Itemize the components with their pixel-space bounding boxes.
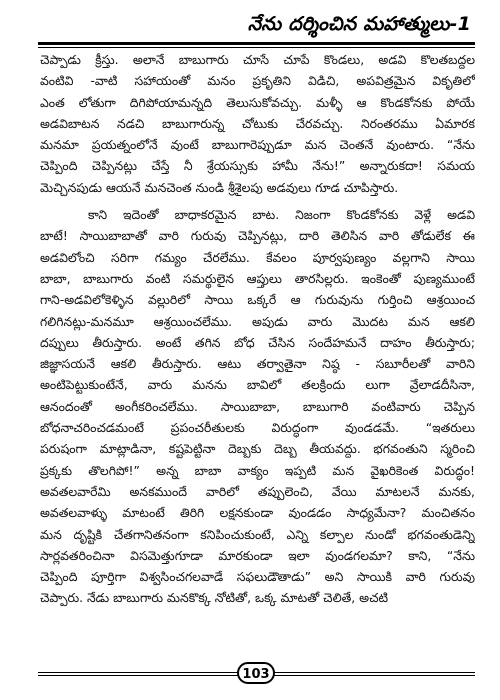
running-header xyxy=(38,10,475,40)
page-number: 103 xyxy=(237,662,275,684)
text-line: అవతలవారేమి అనకముందే వారిలో తప్పులెంచి, వేయి మాటలనే మనకు, xyxy=(40,483,475,499)
text-line: సార్లవతరించినా విసమెత్తుగూడా మారకుండా ఇలా వుండగలమా? కాని, “నేను xyxy=(40,547,475,563)
text-line: ప్రక్కకు తొలగిపో!” అన్న బాబా వాక్యం ఇప్పటి మన వైఖరికెంత విరుద్ధం! xyxy=(40,462,475,478)
text-line: మన దృష్టికి చేతగానితనంగా కనిపించుకుంటే, ఎన్ని కల్పాల నుండో భగవంతుడెన్ని xyxy=(40,526,475,542)
header-title: నేను దర్శించిన మహాత్ములు-1 xyxy=(247,13,471,35)
body-text xyxy=(40,49,475,609)
paragraph xyxy=(40,49,475,198)
text-line: చెప్పారు. నేడు బాబుగారు మనకొక్క నోటితో, ఒక్క మాటతో చెలితే, అచటి xyxy=(40,590,389,606)
text-line: అడవిబాటన నడచి బాబుగారున్న చోటుకు చేరవచ్చు. నిరంతరము ఏమారక xyxy=(40,115,475,131)
text-line: బాటే! సాయిబాబాతో వారి గురువు చెప్పినట్లు, దారి తెలిసిన వారి తోడులేక ఈ xyxy=(40,228,475,244)
header-rule-thin xyxy=(38,47,475,48)
text-line: మెచ్చినపుడు ఆయనే మనచెంత నుండి శ్రీశైలపు అడవులు గూడ చూపిస్తారు. xyxy=(40,179,399,195)
text-line: ఎంత లోతుగా దిగిపోయామన్నది తెలుసుకోవచ్చు. మళ్ళీ ఆ కొండకోనకు పోయే xyxy=(40,94,475,110)
text-line: చెప్పాడు క్రీస్తు. అలానే బాబుగారు చూసే చూపే కొండలు, అడవి కొలతబద్దల xyxy=(40,52,475,67)
text-line: అడవిలోంచి సరిగా గమ్యం చేరలేము. కేవలం పూర్వపుణ్యం వల్లగాని సాయి xyxy=(40,249,475,265)
text-line: మనమా ప్రయత్నంలోనే వుంటే బాబుగారెప్పుడూ మన చెంతనే వుంటారు. “నేను xyxy=(40,137,475,153)
text-line: బోధనాచరించడమంటే ప్రపంచరీతులకు విరుద్ధంగా వుండడమే. “ఇతరులు xyxy=(40,420,475,436)
text-line: గలిగినట్లు-మనమూ ఆశ్రయించలేము. అపుడు వారు మొదట మన ఆకలి xyxy=(40,313,475,329)
text-line: అంటిపెట్టుకుంటేనే, వారు మనను బావిలో తలక్రిందు లుగా వ్రేలాడదీసినా, xyxy=(40,377,475,393)
text-line: ఆనందంతో అంగీకరించలేము. సాయిబాబా, బాబుగారి వంటివారు చెప్పిన xyxy=(40,398,475,414)
text-line: చెప్పింది పూర్తిగా విశ్వసించగలవాడే సఫలుడౌతాడు” అని సాయికి వారి గురువు xyxy=(40,569,475,585)
text-line: అవతలవాళ్ళు మాటంటే తిరిగి లక్షనకుండా వుండడం సాధ్యమేనా? మంచితనం xyxy=(40,505,475,521)
text-line: బాబా, బాబుగారు వంటి సమర్థులైన ఆప్తులు తారసిల్లరు. ఇంకెంతో పుణ్యముంటే xyxy=(40,270,475,286)
text-line: చెప్పింది చెప్పినట్లు చేస్తే నీ శ్రేయస్సుకు హామీ నేను!” అన్నారుకదా! సమయ xyxy=(40,158,475,174)
text-line: వంటివి -వాటి సహాయంతో మనం ప్రకృతిని విడిచి, అపవిత్రమైన వికృతిలో xyxy=(40,73,475,89)
header-rule-thick xyxy=(38,42,475,45)
paragraph xyxy=(40,204,475,609)
text-line: జిజ్ఞాసయనే ఆకలి తీరుస్తారు. ఆటు తర్వాతైనా నిష్ఠ - సబూరీలతో వారిని xyxy=(40,356,475,372)
text-line: కాని ఇదెంతో బాధాకరమైన బాట. నిజంగా కొండకోనకు వెళ్లే అడవి xyxy=(88,207,475,223)
text-line: పరుషంగా మాట్లాడినా, కష్టపెట్టినా దెబ్బకు దెబ్బ తీయవద్దు. భగవంతుని స్మరించి xyxy=(40,441,475,457)
text-line: దప్పులు తీరుస్తారు. అంటే తగిన బోధ చేసిన సందేహమనే దాహం తీరుస్తారు; xyxy=(40,334,475,350)
page-footer xyxy=(38,662,475,684)
text-line: గాని-అడవిలోకెళ్ళిన వల్లురిలో సాయి ఒక్కరే ఆ గురువును గుర్తించి ఆశ్రయించ xyxy=(40,292,475,308)
